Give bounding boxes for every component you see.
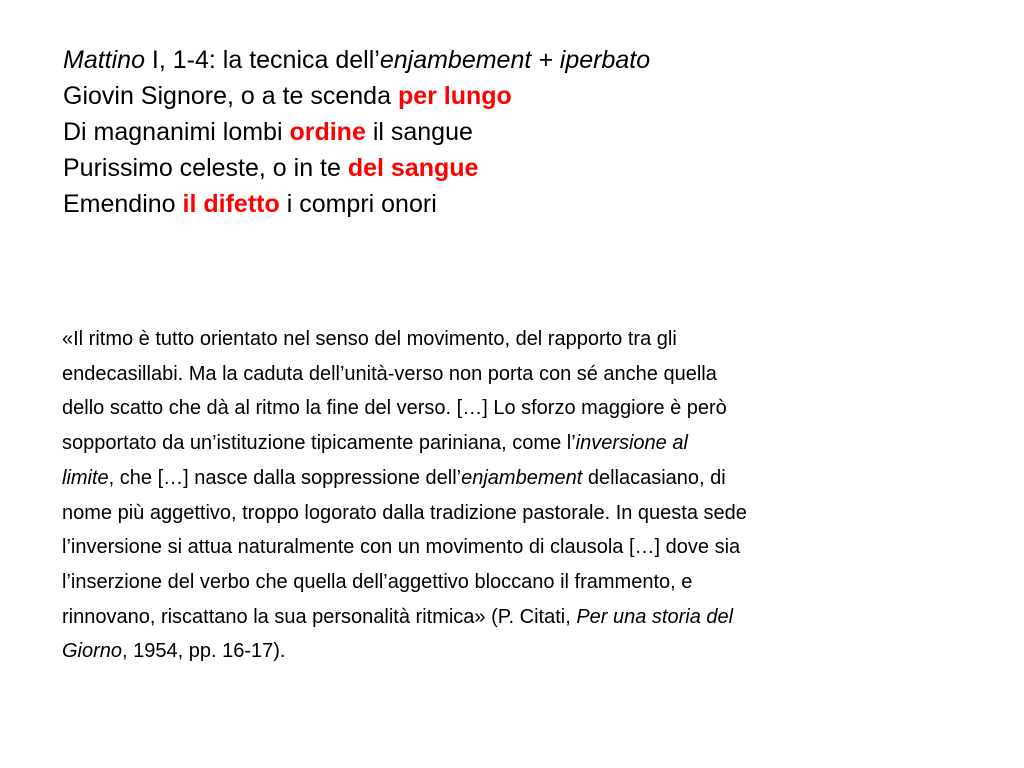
quote-italic: Per una storia del [576,605,734,628]
verse-line-4 [63,186,963,222]
quote-line: l’inversione si attua naturalmente con un movimento di clausola […] dove sia [62,536,741,559]
verse-line-2 [63,114,963,150]
quote-text: , 1954, pp. 16-17). [122,640,286,663]
quote-text: , che […] nasce dalla soppressione dell’ [108,466,462,489]
verse-text: i compri onori [279,190,437,218]
title-work: Mattino [63,46,145,74]
verse-highlight: il difetto [182,190,280,218]
quote-line: l’inserzione del verbo che quella dell’aggettivo bloccano il frammento, e [62,570,693,593]
quote-line [62,634,967,669]
verse-text: Purissimo celeste, o in te [63,154,348,182]
quote-line: nome più aggettivo, troppo logorato dalla tradizione pastorale. In questa sede [62,501,747,524]
quote-text: rinnovano, riscattano la sua personalità ritmica» (P. Citati, [62,605,577,628]
quote-italic: Giorno [62,640,123,663]
verse-text: il sangue [365,118,473,146]
verse-highlight: del sangue [347,154,479,182]
quote-line: «Il ritmo è tutto orientato nel senso del movimento, del rapporto tra gli [62,328,677,350]
title-ref: I, 1-4: la tecnica dell’ [144,46,380,74]
verse-highlight: ordine [289,118,366,146]
quote-line: dello scatto che dà al ritmo la fine del verso. […] Lo sforzo maggiore è però [62,397,727,420]
verse-line-3 [63,150,963,186]
quote-italic: enjambement [461,466,583,489]
verse-block [63,42,963,222]
verse-text: Di magnanimi lombi [63,118,290,146]
quote-line: endecasillabi. Ma la caduta dell’unità-verso non porta con sé anche quella [62,362,717,385]
quote-text: dellacasiano, di [582,466,726,489]
critical-quote [62,322,967,669]
quote-text: sopportato da un’istituzione tipicamente pariniana, come l’ [62,432,576,455]
title-term: enjambement + iperbato [379,46,651,74]
verse-highlight: per lungo [397,82,512,110]
verse-line-1 [63,78,963,114]
quote-line [62,461,967,496]
quote-italic: limite [62,466,109,489]
quote-line [62,600,967,635]
verse-text: Emendino [63,190,183,218]
slide-title [63,42,963,78]
verse-text: Giovin Signore, o a te scenda [63,82,398,110]
quote-italic: inversione al [575,432,688,455]
quote-line [62,426,967,461]
